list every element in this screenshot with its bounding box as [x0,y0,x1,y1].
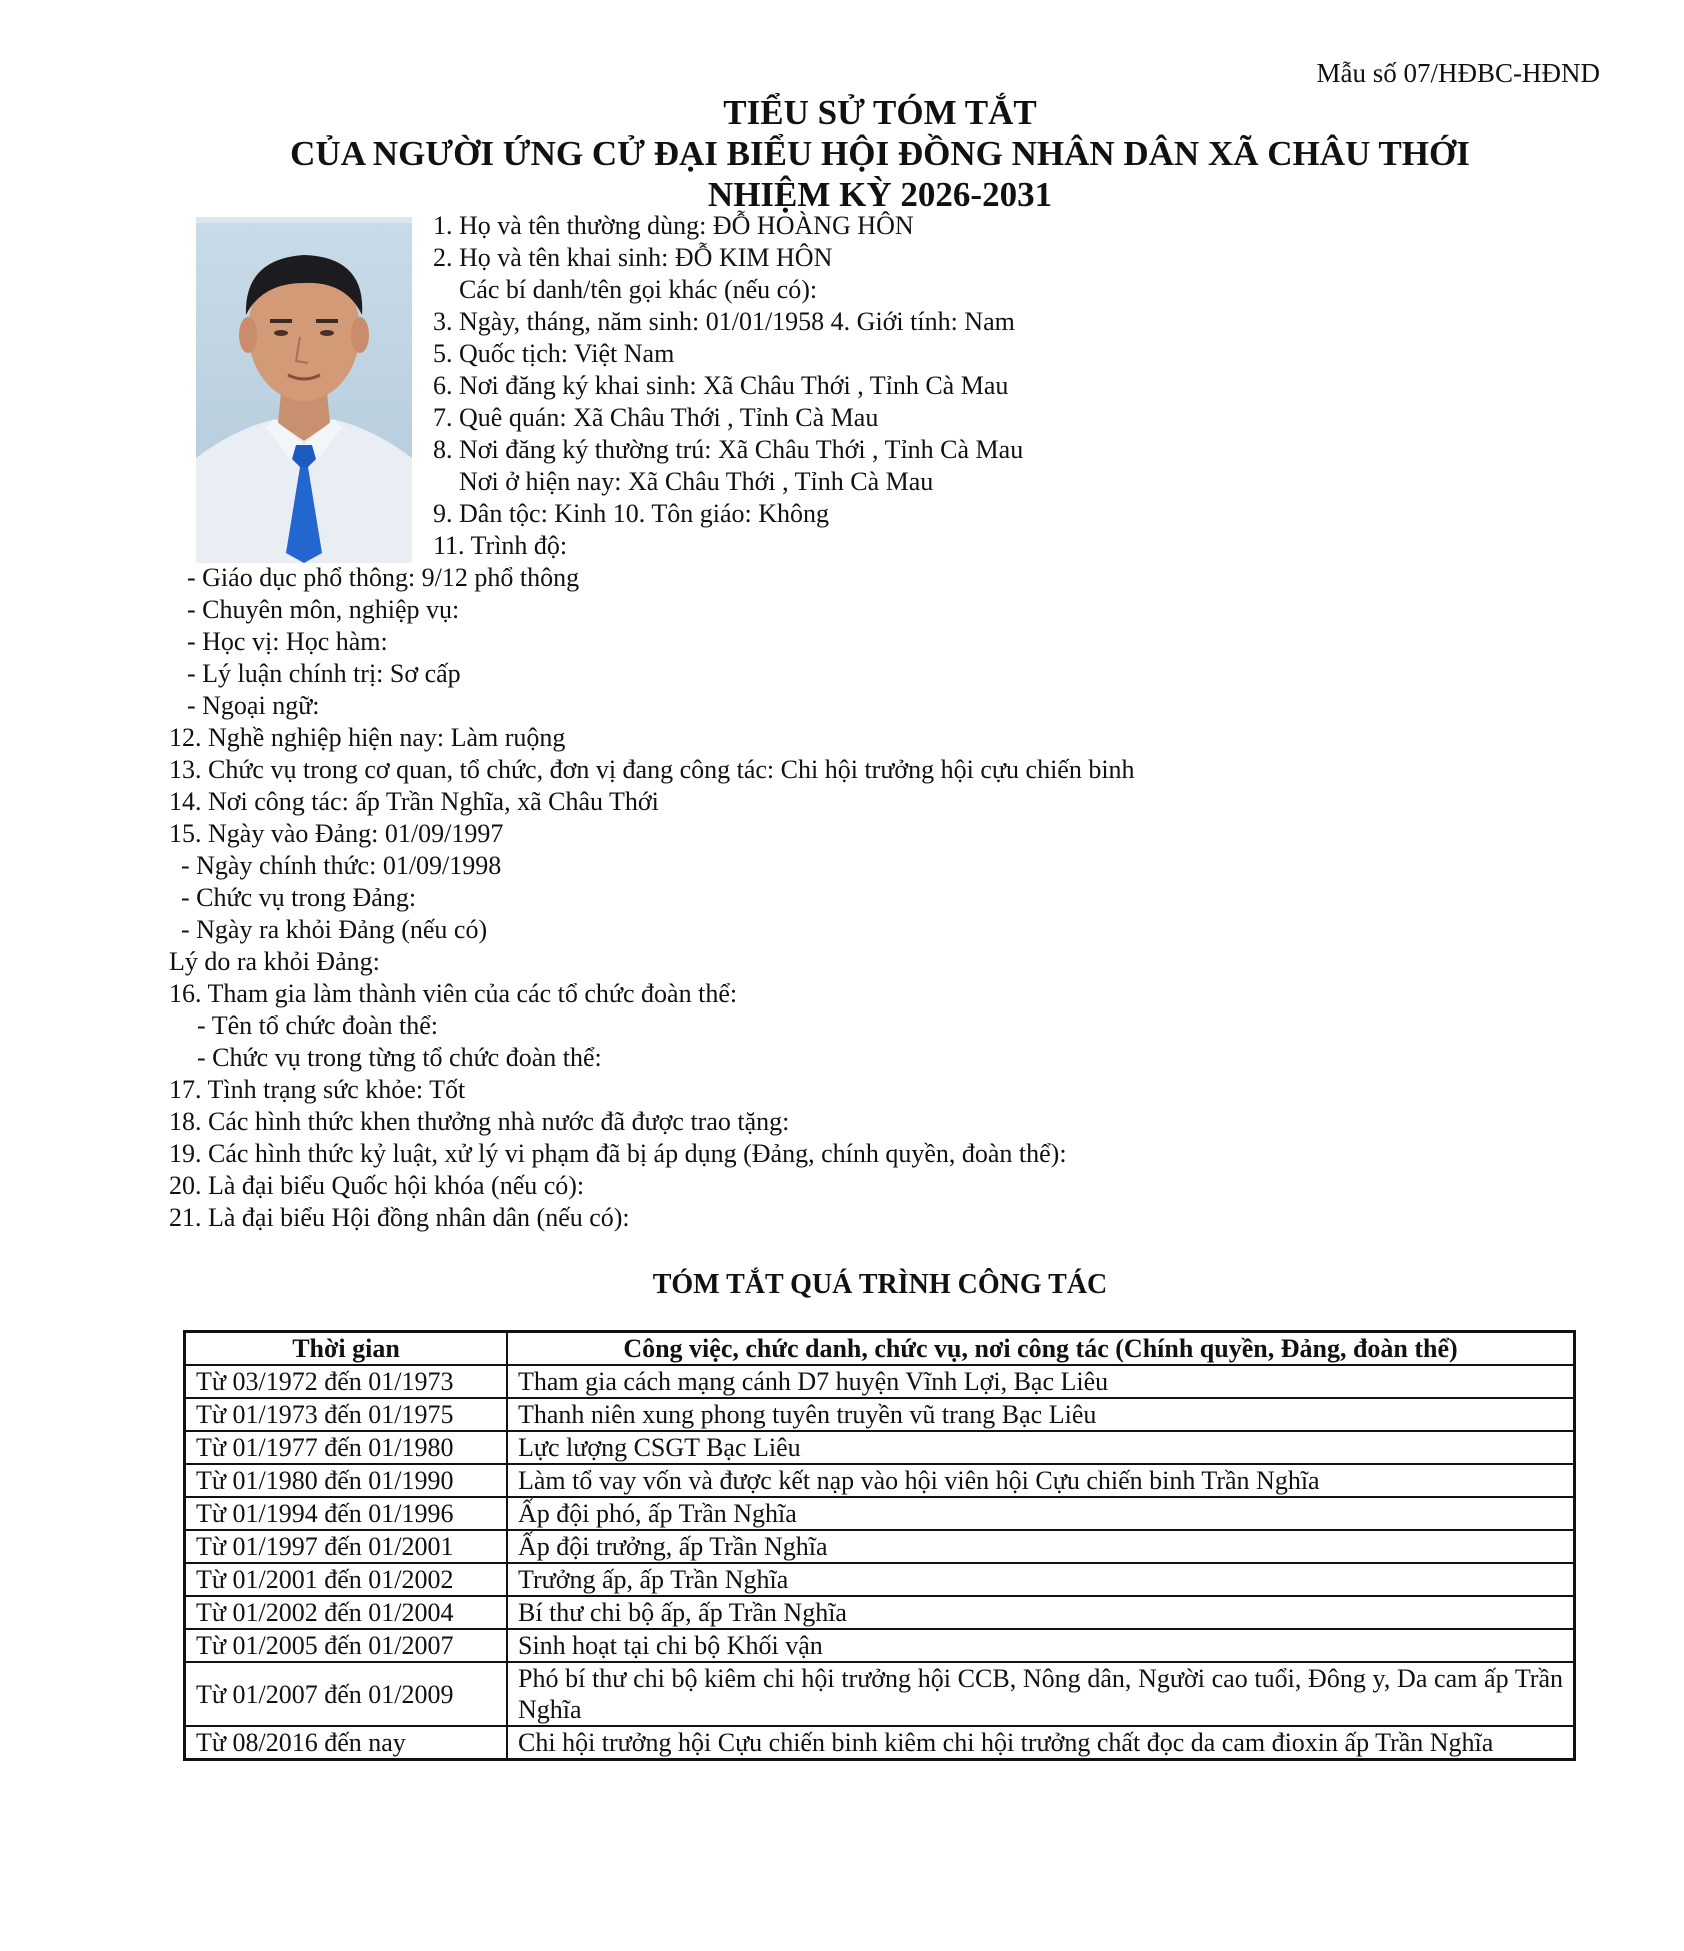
table-row [185,1431,1575,1464]
career-table [183,1330,1576,1761]
table-row [185,1398,1575,1431]
bio-party-leave-date: - Ngày ra khỏi Đảng (nếu có) [181,915,488,944]
bio-birth-name: 2. Họ và tên khai sinh: ĐỖ KIM HÔN [433,243,833,272]
bio-position: 13. Chức vụ trong cơ quan, tổ chức, đơn vị đang công tác: Chi hội trưởng hội cựu chiến binh [169,755,1135,784]
table-cell-role: Phó bí thư chi bộ kiêm chi hội trưởng hội CCB, Nông dân, Người cao tuổi, Đông y, Da cam ấp Trần Nghĩa [507,1662,1575,1726]
column-header-role: Công việc, chức danh, chức vụ, nơi công tác (Chính quyền, Đảng, đoàn thể) [507,1332,1575,1366]
term-title: NHIỆM KỲ 2026-2031 [707,175,1053,214]
bio-birthdate-gender: 3. Ngày, tháng, năm sinh: 01/01/1958 4. Giới tính: Nam [433,307,1015,336]
document-title: TIỂU SỬ TÓM TẮT [723,93,1037,132]
table-row [185,1662,1575,1726]
bio-nationality: 5. Quốc tịch: Việt Nam [433,339,675,368]
bio-organizations: 16. Tham gia làm thành viên của các tổ chức đoàn thể: [169,979,738,1008]
bio-occupation: 12. Nghề nghiệp hiện nay: Làm ruộng [169,723,566,752]
candidate-photo [196,217,412,563]
table-cell-role: Ấp đội phó, ấp Trần Nghĩa [507,1497,1575,1530]
table-row [185,1629,1575,1662]
form-number: Mẫu số 07/HĐBC-HĐND [1316,58,1600,88]
bio-permanent-residence: 8. Nơi đăng ký thường trú: Xã Châu Thới , Tỉnh Cà Mau [433,435,1024,464]
career-section-title: TÓM TẮT QUÁ TRÌNH CÔNG TÁC [652,1269,1108,1300]
table-cell-role: Lực lượng CSGT Bạc Liêu [507,1431,1575,1464]
table-row [185,1726,1575,1760]
table-cell-period: Từ 01/2002 đến 01/2004 [185,1596,508,1629]
bio-ethnicity-religion: 9. Dân tộc: Kinh 10. Tôn giáo: Không [433,499,829,528]
bio-aliases: Các bí danh/tên gọi khác (nếu có): [459,275,818,304]
bio-qualifications: 11. Trình độ: [433,531,568,560]
table-cell-role: Trưởng ấp, ấp Trần Nghĩa [507,1563,1575,1596]
bio-hometown: 7. Quê quán: Xã Châu Thới , Tỉnh Cà Mau [433,403,879,432]
bio-foreign-language: - Ngoại ngữ: [187,691,320,720]
table-cell-role: Ấp đội trưởng, ấp Trần Nghĩa [507,1530,1575,1563]
bio-na-delegate: 20. Là đại biểu Quốc hội khóa (nếu có): [169,1171,585,1200]
bio-general-education: - Giáo dục phổ thông: 9/12 phổ thông [187,563,580,592]
bio-awards: 18. Các hình thức khen thưởng nhà nước đã được trao tặng: [169,1107,790,1136]
table-row [185,1596,1575,1629]
table-header-row [185,1332,1575,1366]
bio-common-name: 1. Họ và tên thường dùng: ĐỖ HOÀNG HÔN [433,211,914,240]
table-cell-period: Từ 08/2016 đến nay [185,1726,508,1760]
table-row [185,1530,1575,1563]
bio-party-join-date: 15. Ngày vào Đảng: 01/09/1997 [169,819,504,848]
table-row [185,1563,1575,1596]
table-cell-role: Thanh niên xung phong tuyên truyền vũ trang Bạc Liêu [507,1398,1575,1431]
table-cell-period: Từ 03/1972 đến 01/1973 [185,1365,508,1398]
portrait-image [196,223,412,563]
bio-current-residence: Nơi ở hiện nay: Xã Châu Thới , Tỉnh Cà Mau [459,467,934,496]
document-subtitle: CỦA NGƯỜI ỨNG CỬ ĐẠI BIỂU HỘI ĐỒNG NHÂN DÂN XÃ CHÂU THỚI [290,134,1470,173]
table-cell-role: Tham gia cách mạng cánh D7 huyện Vĩnh Lợi, Bạc Liêu [507,1365,1575,1398]
table-row [185,1365,1575,1398]
table-cell-period: Từ 01/1997 đến 01/2001 [185,1530,508,1563]
bio-party-official-date: - Ngày chính thức: 01/09/1998 [181,851,502,880]
table-cell-role: Bí thư chi bộ ấp, ấp Trần Nghĩa [507,1596,1575,1629]
table-cell-period: Từ 01/1994 đến 01/1996 [185,1497,508,1530]
table-cell-role: Làm tổ vay vốn và được kết nạp vào hội viên hội Cựu chiến binh Trần Nghĩa [507,1464,1575,1497]
bio-workplace: 14. Nơi công tác: ấp Trần Nghĩa, xã Châu Thới [169,787,659,816]
bio-discipline: 19. Các hình thức kỷ luật, xử lý vi phạm đã bị áp dụng (Đảng, chính quyền, đoàn thể): [169,1139,1067,1168]
bio-health: 17. Tình trạng sức khỏe: Tốt [169,1075,466,1104]
bio-political-theory: - Lý luận chính trị: Sơ cấp [187,659,461,688]
table-cell-role: Sinh hoạt tại chi bộ Khối vận [507,1629,1575,1662]
bio-organization-name: - Tên tổ chức đoàn thể: [197,1011,439,1040]
bio-birth-registration: 6. Nơi đăng ký khai sinh: Xã Châu Thới , Tỉnh Cà Mau [433,371,1009,400]
bio-council-delegate: 21. Là đại biểu Hội đồng nhân dân (nếu có): [169,1203,630,1232]
bio-professional: - Chuyên môn, nghiệp vụ: [187,595,460,624]
table-cell-period: Từ 01/2005 đến 01/2007 [185,1629,508,1662]
table-row [185,1497,1575,1530]
table-cell-period: Từ 01/1973 đến 01/1975 [185,1398,508,1431]
bio-organization-role: - Chức vụ trong từng tổ chức đoàn thể: [197,1043,602,1072]
table-cell-period: Từ 01/1977 đến 01/1980 [185,1431,508,1464]
table-cell-period: Từ 01/1980 đến 01/1990 [185,1464,508,1497]
bio-party-leave-reason: Lý do ra khỏi Đảng: [169,947,380,976]
column-header-period: Thời gian [185,1332,508,1366]
bio-party-position: - Chức vụ trong Đảng: [181,883,417,912]
table-cell-period: Từ 01/2001 đến 01/2002 [185,1563,508,1596]
table-cell-role: Chi hội trưởng hội Cựu chiến binh kiêm chi hội trưởng chất đọc da cam đioxin ấp Trần Nghĩa [507,1726,1575,1760]
table-row [185,1464,1575,1497]
bio-degree-title: - Học vị: Học hàm: [187,627,388,656]
table-cell-period: Từ 01/2007 đến 01/2009 [185,1662,508,1726]
